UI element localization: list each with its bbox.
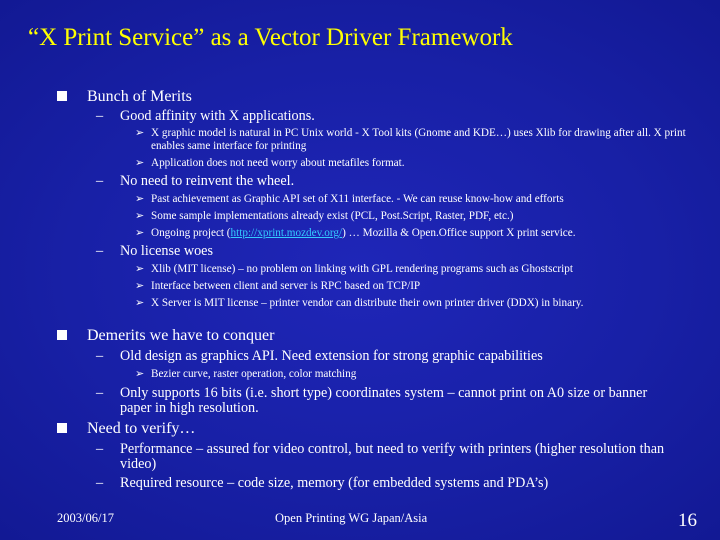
sub-bullet (135, 227, 691, 240)
arrow-bullet-icon: ➢ (135, 280, 145, 292)
sub-bullet (135, 280, 691, 293)
sub-bullet (135, 297, 691, 310)
item-text: Required resource – code size, memory (for embedded systems and PDA’s) (120, 475, 549, 491)
item-text: No license woes (120, 243, 213, 259)
item-text: Old design as graphics API. Need extension for strong graphic capabilities (120, 348, 543, 364)
dash-bullet-icon: – (96, 108, 104, 124)
dash-bullet-icon: – (96, 441, 104, 457)
sub-bullet-text: Interface between client and server is RPC based on TCP/IP (151, 280, 421, 292)
sub-bullet-text: Ongoing project (http://xprint.mozdev.org/) … Mozilla & Open.Office support X print service. (151, 227, 576, 239)
dash-bullet-icon: – (96, 173, 104, 189)
arrow-bullet-icon: ➢ (135, 210, 145, 222)
square-bullet-icon (57, 423, 67, 433)
sub-bullet (135, 127, 691, 152)
footer-center: Open Printing WG Japan/Asia (275, 511, 428, 525)
sub-bullet-text: Past achievement as Graphic API set of X11 interface. - We can reuse know-how and efforts (151, 193, 564, 205)
arrow-bullet-icon: ➢ (135, 263, 145, 275)
sub-bullet-text: Some sample implementations already exist (PCL, Post.Script, Raster, PDF, etc.) (151, 210, 514, 222)
sub-bullet (135, 157, 691, 170)
sub-bullet (135, 210, 691, 223)
bullet-item (96, 244, 680, 259)
square-bullet-icon (57, 330, 67, 340)
bullet-item (96, 349, 680, 364)
item-text: Performance – assured for video control, but need to verify with printers (higher resolution than video) (120, 441, 665, 472)
section-heading: Need to verify… (87, 420, 196, 437)
arrow-bullet-icon: ➢ (135, 157, 145, 169)
sub-bullet (135, 263, 691, 276)
arrow-bullet-icon: ➢ (135, 227, 145, 239)
bullet-item (96, 174, 680, 189)
dash-bullet-icon: – (96, 385, 104, 401)
sub-bullet-text: Xlib (MIT license) – no problem on linking with GPL rendering programs such as Ghostscript (151, 263, 573, 275)
arrow-bullet-icon: ➢ (135, 297, 145, 309)
dash-bullet-icon: – (96, 243, 104, 259)
dash-bullet-icon: – (96, 348, 104, 364)
bullet-item (96, 476, 680, 491)
item-text: No need to reinvent the wheel. (120, 173, 295, 189)
bullet-item (96, 386, 680, 416)
sub-bullet-text: X graphic model is natural in PC Unix world - X Tool kits (Gnome and KDE…) uses Xlib for drawing after all. X print enables same interface for printing (151, 127, 686, 152)
xprint-link[interactable]: http://xprint.mozdev.org/ (230, 227, 343, 239)
arrow-bullet-icon: ➢ (135, 368, 145, 380)
item-text: Good affinity with X applications. (120, 108, 315, 124)
slide-title: “X Print Service” as a Vector Driver Framework (28, 24, 513, 51)
dash-bullet-icon: – (96, 475, 104, 491)
page-number: 16 (678, 510, 697, 531)
arrow-bullet-icon: ➢ (135, 193, 145, 205)
sub-bullet (135, 368, 691, 381)
arrow-bullet-icon: ➢ (135, 127, 145, 139)
footer-date: 2003/06/17 (57, 511, 114, 525)
item-text: Only supports 16 bits (i.e. short type) coordinates system – cannot print on A0 size or banner paper in high resolution. (120, 385, 648, 416)
square-bullet-icon (57, 91, 67, 101)
sub-bullet-text: Bezier curve, raster operation, color matching (151, 368, 357, 380)
sub-bullet-text: X Server is MIT license – printer vendor can distribute their own printer driver (DDX) in binary. (151, 297, 584, 309)
bullet-item (96, 442, 680, 472)
bullet-item (96, 109, 680, 124)
sub-bullet-text: Application does not need worry about metafiles format. (151, 157, 405, 169)
sub-bullet (135, 193, 691, 206)
section-heading: Bunch of Merits (87, 88, 192, 105)
section-heading: Demerits we have to conquer (87, 327, 275, 344)
